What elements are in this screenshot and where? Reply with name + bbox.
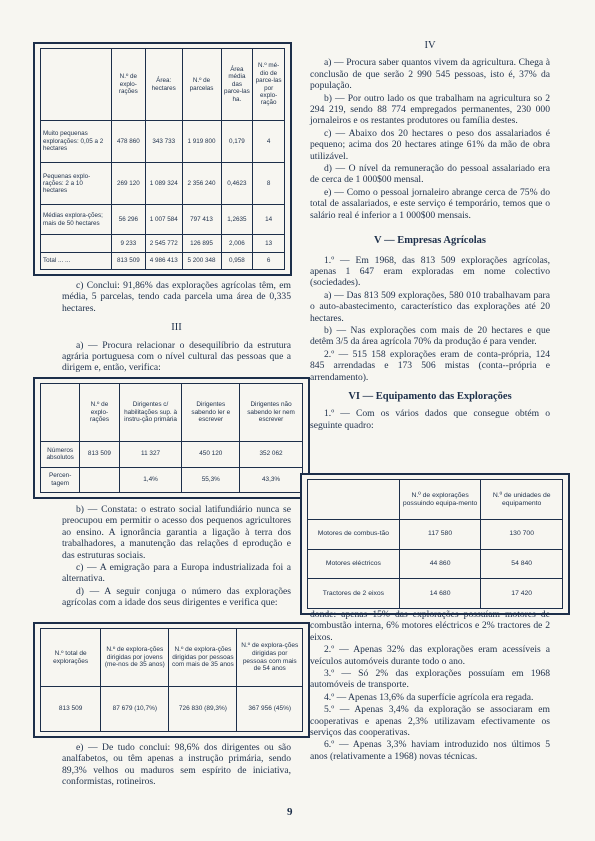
table-row (308, 520, 563, 550)
table-cell: 1 919 800 (182, 121, 221, 163)
table-header-cell: N.º de parcelas (182, 49, 221, 121)
table-cell: 11 327 (119, 442, 182, 468)
table-row (308, 579, 563, 609)
paragraph: b) — Constata: o estrato social latifundiário nunca se preocupou em permitir o acesso dos pequenos agricultores ao ensino. A ignorância garantia a ligação à terra dos trabalhadores, a manutenção das relações d eprodução e das estruturas sociais. (62, 504, 291, 561)
table-cell: 56 296 (111, 205, 145, 235)
table-cell: 450 120 (182, 442, 240, 468)
table-cell: 54 840 (481, 549, 563, 579)
table-header-cell: N.º de explora-ções dirigidas por pessoas com mais de 35 anos (169, 629, 237, 687)
table-header-row (41, 49, 285, 121)
table-row (41, 687, 303, 732)
table-cell: 813 509 (80, 442, 119, 468)
table-age-box (33, 622, 310, 738)
paragraph: e) — Como o pessoal jornaleiro abrange cerca de 75% do total de assalariados, e este serviço é temporário, temos que o salário real é inferior a 1 000$00 mensais. (310, 186, 550, 221)
table-row (41, 205, 285, 235)
table-header-cell: N.º de explora-ções dirigidas por jovens (me-nos de 35 anos) (101, 629, 169, 687)
table-cell (80, 467, 119, 493)
table-cell: 14 680 (399, 579, 481, 609)
table-cell: 0,179 (221, 121, 253, 163)
row-label: Muito pequenas explorações: 0,05 a 2 hectares (41, 121, 112, 163)
table-cell: 4 986 413 (145, 252, 182, 269)
table-header-cell (41, 49, 112, 121)
right-column-text-2 (310, 609, 550, 763)
table-cell: 126 895 (182, 235, 221, 252)
table-cell: 17 420 (481, 579, 563, 609)
paragraph: e) — De tudo conclui: 98,6% dos dirigentes ou são analfabetos, ou têm apenas a instrução primária, sendo 89,3% velhos ou maduros sem espírito de iniciativa, conformistas, rotineiros. (62, 742, 291, 788)
table-cell: 6 (253, 252, 285, 269)
row-label: Percen-tagem (41, 467, 80, 493)
table-cell: 813 509 (111, 252, 145, 269)
table-header-cell: Dirigentes sabendo ler e escrever (182, 384, 240, 442)
table-header-row (41, 629, 303, 687)
paragraph: c) — Abaixo dos 20 hectares o peso dos assalariados é pequeno; acima dos 20 hectares atinge 61% da mão de obra utilizável. (310, 127, 550, 162)
table-header-cell: N.º de explora-ções dirigidas por pessoas com mais de 54 anos (237, 629, 303, 687)
page-number: 9 (287, 806, 293, 818)
table-cell: 726 830 (89,3%) (169, 687, 237, 732)
section-heading-v: V — Empresas Agrícolas (374, 235, 486, 247)
paragraph: c) Conclui: 91,86% das explorações agrícolas têm, em média, 5 parcelas, tendo cada parcela uma área de 0,335 hectares. (62, 280, 291, 314)
table-cell: 130 700 (481, 520, 563, 550)
paragraph: 1.º — Com os vários dados que consegue obtém o seguinte quadro: (310, 408, 550, 431)
table-cell: 4 (253, 121, 285, 163)
table-cell: 5 200 348 (182, 252, 221, 269)
table-equipment-box (300, 473, 570, 615)
left-column-text-1 (62, 280, 291, 375)
right-column-text-1 (310, 40, 550, 432)
table-header-row (41, 384, 303, 442)
row-label: Números absolutos (41, 442, 80, 468)
table-row (41, 235, 285, 252)
row-label: Motores de combus-tão (308, 520, 400, 550)
table-header-cell: Área: hectares (145, 49, 182, 121)
section-heading-iv: IV (424, 40, 436, 51)
table-cell: 0,4623 (221, 163, 253, 205)
education-table (40, 383, 303, 493)
row-label: Pequenas explo-rações: 2 a 10 hectares (41, 163, 112, 205)
table-header-cell: N.º total de explorações (41, 629, 101, 687)
paragraph: 6.º — Apenas 3,3% haviam introduzido nos últimos 5 anos (relativamente a 1968) novas técnicas. (310, 739, 550, 762)
paragraph: c) — A emigração para a Europa industrializada foi a alternativa. (62, 562, 291, 585)
table-cell: 0,958 (221, 252, 253, 269)
table-row (308, 549, 563, 579)
table-cell: 2,006 (221, 235, 253, 252)
row-label: Total ... ... (41, 252, 112, 269)
table-cell: 797 413 (182, 205, 221, 235)
farm-structure-table (40, 48, 285, 270)
table-row (41, 121, 285, 163)
table-row (41, 467, 303, 493)
table-cell: 1,4% (119, 467, 182, 493)
paragraph: b) — Por outro lado os que trabalham na agricultura so 2 294 219, sendo 88 774 empregados permanentes, 230 000 jornaleiros e os restantes produtores ou família destes. (310, 92, 550, 127)
table-cell: 13 (253, 235, 285, 252)
table-row (41, 163, 285, 205)
table-cell: 87 679 (10,7%) (101, 687, 169, 732)
table-cell: 367 956 (45%) (237, 687, 303, 732)
table-header-cell: N.º de explo-rações (80, 384, 119, 442)
table-cell: 2 356 240 (182, 163, 221, 205)
paragraph: d) — O nível da remuneração do pessoal assalariado era de cerca de 1 000$00 mensal. (310, 163, 550, 186)
paragraph: 4.º — Apenas 13,6% da superfície agrícola era regada. (324, 691, 534, 703)
table-cell: 117 580 (399, 520, 481, 550)
table-header-cell (308, 480, 400, 520)
left-column-text-3 (62, 742, 291, 789)
paragraph: a) — Das 813 509 explorações, 580 010 trabalhavam para o auto-abastecimento, característico das explorações até 20 hectares. (310, 289, 550, 324)
paragraph: a) — Procura saber quantos vivem da agricultura. Chega à conclusão de que serão 2 990 545 pessoas, isto é, 37% da população. (310, 57, 550, 92)
paragraph: a) — Procura relacionar o desequilíbrio da estrutura agrária portuguesa com o nível cultural das pessoas que a dirigem e, então, verifica: (62, 339, 291, 374)
table-cell: 343 733 (145, 121, 182, 163)
table-header-cell: Dirigentes não sabendo ler nem escrever (240, 384, 303, 442)
table-header-cell: Área média das parce-las ha. (221, 49, 253, 121)
section-heading-iii: III (171, 322, 182, 334)
paragraph: 2.º — Apenas 32% das explorações eram acessíveis a veículos automóveis durante todo o ano. (310, 644, 550, 667)
row-label: Motores eléctricos (308, 549, 400, 579)
table-cell: 44 860 (399, 549, 481, 579)
paragraph: donde: apenas 15% das explorações possuíam motores de combustão interna, 6% motores eléctricos e 2% tractores de 2 eixos. (310, 609, 550, 643)
table-header-cell (41, 384, 80, 442)
age-table (40, 628, 303, 732)
table-header-cell: N.º de unidades de equipamento (481, 480, 563, 520)
row-label: Médias explora-ções; mais de 50 hectares (41, 205, 112, 235)
table-cell: 8 (253, 163, 285, 205)
table-cell: 14 (253, 205, 285, 235)
paragraph: 1.º — Em 1968, das 813 509 explorações agrícolas, apenas 1 647 eram exploradas em nome colectivo (sociedades). (310, 254, 550, 289)
equipment-table (307, 479, 563, 609)
paragraph: d) — A seguir conjuga o número das explorações agrícolas com a idade dos seus dirigentes e verifica que: (62, 585, 291, 609)
table-row (41, 442, 303, 468)
table-education-box (33, 377, 310, 499)
table-header-cell: N.º mé-dio de parce-las por explo-ração (253, 49, 285, 121)
table-cell: 813 509 (41, 687, 101, 732)
paragraph: 3.º — Só 2% das explorações possuíam em 1968 automóveis de transporte. (310, 668, 550, 691)
table-header-cell: Dirigentes c/ habilitações sup. à instru-ção primária (119, 384, 182, 442)
table-cell: 352 062 (240, 442, 303, 468)
table-cell: 1 007 584 (145, 205, 182, 235)
table-header-cell: N.º de explo-rações (111, 49, 145, 121)
table-cell: 269 120 (111, 163, 145, 205)
table-header-row (308, 480, 563, 520)
table-total-row (41, 252, 285, 269)
paragraph: 5.º — Apenas 3,4% da exploração se associaram em cooperativas e apenas 2,3% utilizavam efectivamente os serviços das cooperativas. (310, 704, 550, 739)
row-label (41, 235, 112, 252)
table-header-cell: N.º de explorações possuindo equipa-mento (399, 480, 481, 520)
paragraph: 2.º — 515 158 explorações eram de conta-própria, 124 845 arrendadas e 173 506 mistas (conta--própria e arrendamento). (310, 348, 550, 383)
row-label: Tractores de 2 eixos (308, 579, 400, 609)
table-cell: 55,3% (182, 467, 240, 493)
paragraph: b) — Nas explorações com mais de 20 hectares e que detêm 3/5 da área agrícola 70% da produção é para vender. (310, 324, 550, 348)
table-cell: 1 089 324 (145, 163, 182, 205)
table-cell: 1,2635 (221, 205, 253, 235)
section-heading-vi: VI — Equipamento das Explorações (348, 390, 512, 402)
left-column-text-2 (62, 504, 291, 610)
table-structure-box (33, 42, 292, 276)
table-cell: 9 233 (111, 235, 145, 252)
table-cell: 43,3% (240, 467, 303, 493)
table-cell: 2 545 772 (145, 235, 182, 252)
table-cell: 478 860 (111, 121, 145, 163)
